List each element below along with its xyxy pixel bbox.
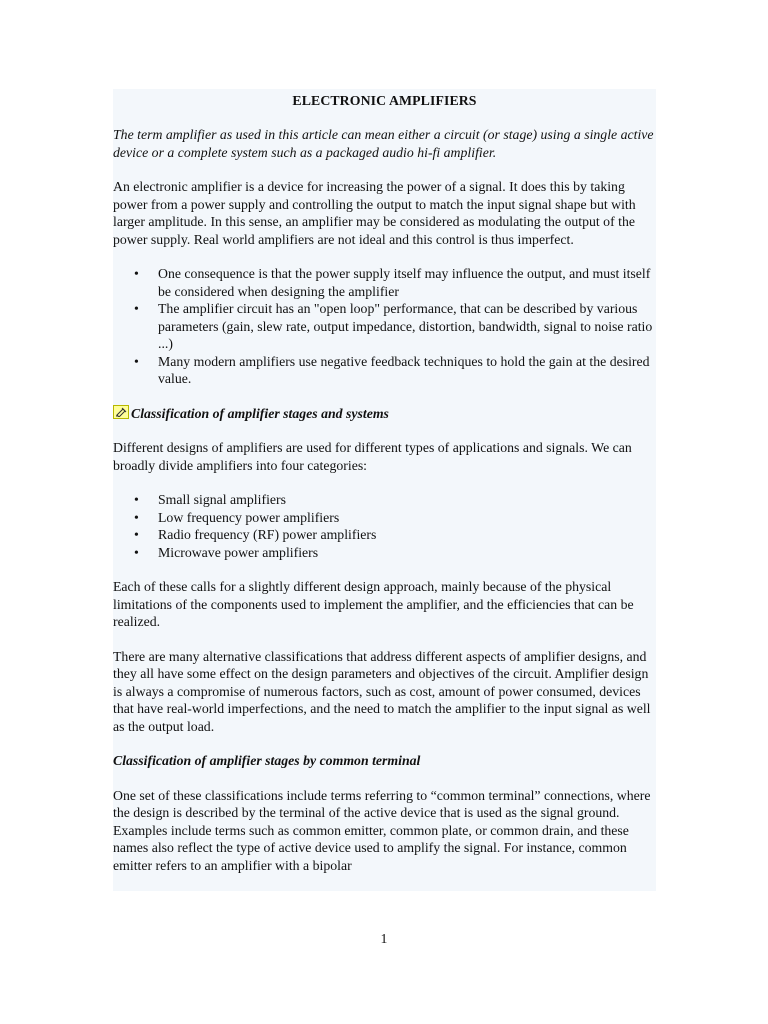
section-heading-text: Classification of amplifier stages and systems [131, 405, 389, 421]
paragraph-4: There are many alternative classifications that address different aspects of amplifier designs, and they all have some effect on the design parameters and objectives of the circuit. Amplifier design is always a compromise of numerous factors, such as cost, amount of power consumed, devices that have real-world imperfections, and the need to match the amplifier to the input signal as well as the output load. [113, 648, 651, 734]
paragraph-3: Each of these calls for a slightly different design approach, mainly because of the physical limitations of the components used to implement the amplifier, and the efficiencies that can be realized. [113, 579, 634, 629]
intro-paragraph: The term amplifier as used in this article can mean either a circuit (or stage) using a single active device or a complete system such as a packaged audio hi-fi amplifier. [113, 127, 654, 160]
section-heading-classification [113, 405, 656, 423]
list-item-text: • Microwave power amplifiers [158, 544, 319, 560]
note-icon [113, 405, 129, 419]
list-item-text: • Radio frequency (RF) power amplifiers [158, 527, 377, 542]
list-item-text: • Low frequency power amplifiers [158, 509, 340, 525]
paragraph-5: One set of these classifications include terms referring to “common terminal” connections, where the design is described by the terminal of the active device that is used as the signal ground. Examples include terms such as common emitter, common plate, or common drain, and these names also reflect the type of active device used to amplify the signal. For instance, common emitter refers to an amplifier with a bipolar [113, 787, 651, 873]
list-item-text: • One consequence is that the power supply itself may influence the output, and must itself be considered when designing the amplifier [158, 266, 651, 299]
bullet-list-1 [113, 265, 656, 388]
list-item-text: • The amplifier circuit has an "open loop" performance, that can be described by various parameters (gain, slew rate, output impedance, distortion, bandwidth, signal to noise ratio ...) [158, 301, 653, 351]
document-title: ELECTRONIC AMPLIFIERS [292, 93, 477, 108]
document-text [113, 89, 656, 874]
list-item [113, 526, 656, 544]
list-item [113, 265, 656, 300]
list-item-text: • Small signal amplifiers [158, 492, 286, 507]
list-item-text: • Many modern amplifiers use negative feedback techniques to hold the gain at the desired value. [158, 353, 650, 386]
list-item [113, 491, 656, 509]
paragraph-2: Different designs of amplifiers are used for different types of applications and signals. We can broadly divide amplifiers into four categories: [113, 440, 632, 473]
page-number: 1 [380, 931, 388, 946]
bullet-list-2 [113, 491, 656, 561]
list-item [113, 544, 656, 562]
section-heading-common-terminal: Classification of amplifier stages by common terminal [113, 753, 421, 768]
document-content [113, 89, 656, 891]
list-item [113, 300, 656, 353]
list-item [113, 509, 656, 527]
paragraph-1: An electronic amplifier is a device for increasing the power of a signal. It does this by taking power from a power supply and controlling the output to match the input signal shape but with larger amplitude. In this sense, an amplifier may be considered as modulating the output of the power supply. Real world amplifiers are not ideal and this control is thus imperfect. [113, 179, 636, 247]
list-item [113, 353, 656, 388]
